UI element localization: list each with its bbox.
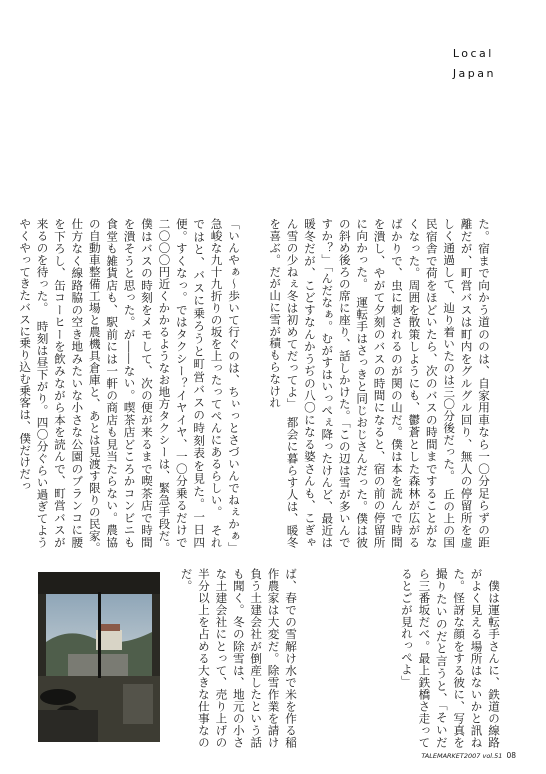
page-footer <box>421 751 516 760</box>
bus-interior-photo <box>38 572 160 742</box>
article-text-3: ば、春での雪解け水で米を作る稲作農家は大変だ。除雪作業を請け負う土建会社が倒産したという話も聞く。冬の除雪は、地元の小さな土建会社にとって、売り上げの半分以上を占める大きな仕事なのだ。 <box>179 568 298 748</box>
article-column-1 <box>18 218 242 560</box>
article-column-4 <box>302 568 502 748</box>
article-text-2: た。宿まで向かう道ののは、自家用車なら一〇分足らずの距離だが、町営バスは町内をグルグル回り、無人の停留所を虚しく通過して、辿り着いたのは三〇分後だった。 丘の上の国民宿舎で荷をほどいたら、次のバスの時間まですることがなくなった。周囲を散策しようにも、鬱蒼とした森林が広がるばかりで、虫に刺されるのが関の山だ。僕は本を読んで時間を潰し、やがて夕刻のバスの時間になると、宿の前の停留所に向かった。 運転手はさっきと同じおじさんだった。僕は彼の斜め後ろの席に座り、話しかけた。「この辺は雪が多いんですか？」「んだなぁ。むがすはいっぺぇ降ったけんど、最近は暖冬だが、こどすなんかうぢの八〇になる婆さんも、こぎゃん雪の少ねぇ冬は初めてだってよ」 都会に暮らす人は、暖冬を喜ぶ。だが山に雪が積もらなけれ <box>268 218 491 548</box>
article-column-2 <box>268 218 492 548</box>
article-column-3 <box>165 568 299 748</box>
page-number: 08 <box>506 751 516 760</box>
magazine-name: TALEMARKET2007 vol.51 <box>421 752 503 760</box>
section-header <box>453 44 496 84</box>
header-line-local: Local <box>452 47 494 60</box>
article-text-1: 「いんやぁ～歩いて行ぐのは、ちぃっとさづいんでねぇかぁ」 急峻な九十九折りの坂を上ったってぺんにあるらしい。 それではと、バスに乗ろうと町営バスの時刻表を見た。一日四便。すくなっ。ではタクシー？イヤイヤ、一〇分乗るだけで二〇〇〇円近くかかるようなお地方タクシーは、緊急手段だ。 僕はバスの時刻をメモして、次の便が来るまで喫茶店で時間を潰そうと思った。が――ない。喫茶店どころかコンビニも食堂も雑貨店も、駅前には一軒の商店も見当たらない。農協の自動車整備工場と農機具倉庫と、あとは見渡す限りの民家。 仕方なく線路脇の空き地みたいな小さな公園のブランコに腰を下ろし、缶コーヒーを飲みながら本を読んで、町営バスが来るのを待った。 時刻は昼下がり。四〇分ぐらい過ぎてようやくやってきたバスに乗り込む乗客は、僕だけだっ <box>18 218 241 560</box>
header-line-japan: Japan <box>452 67 496 80</box>
article-text-4: 僕は運転手さんに、鉄道の線路がよく見える場所はないかと訊ねた。怪訝な顔をする彼に、写真を撮りたいのだと言うと、「そいだら三番坂だべ。最上鉄橋さ走ってるとごが見れっぺよ」 <box>399 568 501 748</box>
